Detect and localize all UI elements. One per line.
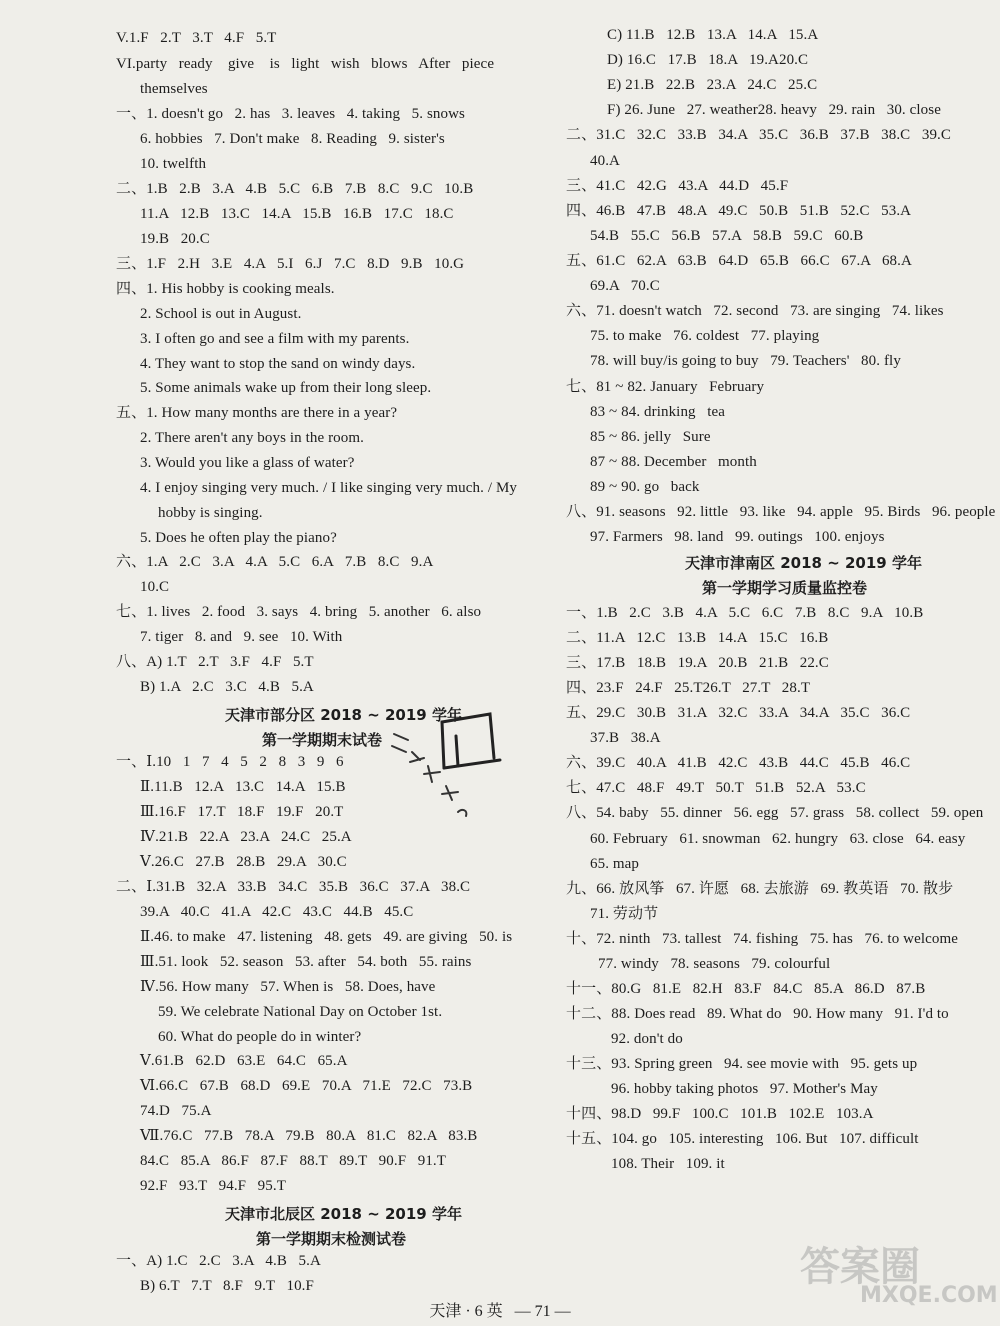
answer-line: 2. School is out in August. (140, 306, 302, 322)
answer-line: 六、39.C 40.A 41.B 42.C 43.B 44.C 45.B 46.C (566, 755, 911, 771)
answer-line: 78. will buy/is going to buy 79. Teachers' 80. fly (590, 353, 901, 369)
answer-line: 三、1.F 2.H 3.E 4.A 5.I 6.J 7.C 8.D 9.B 10.G (116, 256, 465, 272)
answer-line: 八、54. baby 55. dinner 56. egg 57. grass 58. collect 59. open (566, 805, 984, 821)
answer-line: 89 ~ 90. go back (590, 479, 700, 495)
section-title: 天津市北辰区 2018 ~ 2019 学年 (225, 1205, 462, 1223)
answer-line: 11.A 12.B 13.C 14.A 15.B 16.B 17.C 18.C (140, 206, 454, 222)
answer-line: 二、1.B 2.B 3.A 4.B 5.C 6.B 7.B 8.C 9.C 10.B (116, 181, 474, 197)
answer-line: Ⅵ.66.C 67.B 68.D 69.E 70.A 71.E 72.C 73.B (140, 1078, 473, 1094)
answer-line: E) 21.B 22.B 23.A 24.C 25.C (607, 77, 818, 93)
answer-line: 五、1. How many months are there in a year? (116, 405, 398, 421)
answer-line: 4. I enjoy singing very much. / I like singing very much. / My (140, 480, 517, 496)
answer-line: 十二、88. Does read 89. What do 90. How many 91. I'd to (566, 1006, 949, 1022)
answer-line: 60. What do people do in winter? (158, 1029, 362, 1045)
answer-line: 一、1. doesn't go 2. has 3. leaves 4. taking 5. snows (116, 106, 465, 122)
answer-line: 77. windy 78. seasons 79. colourful (598, 956, 831, 972)
answer-line: 83 ~ 84. drinking tea (590, 404, 725, 420)
answer-line: 四、46.B 47.B 48.A 49.C 50.B 51.B 52.C 53.A (566, 203, 912, 219)
answer-line: 六、71. doesn't watch 72. second 73. are singing 74. likes (566, 303, 944, 319)
answer-line: 37.B 38.A (590, 730, 661, 746)
answer-line: 二、Ⅰ.31.B 32.A 33.B 34.C 35.B 36.C 37.A 38.C (116, 879, 471, 895)
answer-line: 85 ~ 86. jelly Sure (590, 429, 711, 445)
answer-line: Ⅱ.46. to make 47. listening 48. gets 49. are giving 50. is (140, 929, 513, 945)
answer-line: Ⅳ.21.B 22.A 23.A 24.C 25.A (140, 829, 352, 845)
answer-line: 十五、104. go 105. interesting 106. But 107. difficult (566, 1131, 919, 1147)
answer-line: 92. don't do (611, 1031, 683, 1047)
answer-line: 87 ~ 88. December month (590, 454, 757, 470)
answer-line: 十四、98.D 99.F 100.C 101.B 102.E 103.A (566, 1106, 874, 1122)
answer-line: 一、Ⅰ.10 1 7 4 5 2 8 3 9 6 (116, 754, 344, 770)
answer-line: 5. Some animals wake up from their long sleep. (140, 380, 432, 396)
answer-line: hobby is singing. (158, 505, 263, 521)
answer-line: 二、11.A 12.C 13.B 14.A 15.C 16.B (566, 630, 829, 646)
answer-line: 92.F 93.T 94.F 95.T (140, 1178, 286, 1194)
answer-line: 96. hobby taking photos 97. Mother's May (611, 1081, 878, 1097)
answer-line: 74.D 75.A (140, 1103, 212, 1119)
section-title: 第一学期学习质量监控卷 (702, 579, 868, 597)
answer-line: 97. Farmers 98. land 99. outings 100. enjoys (590, 529, 885, 545)
answer-line: 四、1. His hobby is cooking meals. (116, 281, 335, 297)
answer-line: 54.B 55.C 56.B 57.A 58.B 59.C 60.B (590, 228, 864, 244)
answer-line: 84.C 85.A 86.F 87.F 88.T 89.T 90.F 91.T (140, 1153, 447, 1169)
answer-line: 3. I often go and see a film with my parents. (140, 331, 410, 347)
answer-line: 五、61.C 62.A 63.B 64.D 65.B 66.C 67.A 68.A (566, 253, 912, 269)
answer-line: 三、41.C 42.G 43.A 44.D 45.F (566, 178, 789, 194)
answer-line: 十、72. ninth 73. tallest 74. fishing 75. has 76. to welcome (566, 931, 958, 947)
answer-line: F) 26. June 27. weather28. heavy 29. rain 30. close (607, 102, 941, 118)
answer-line: D) 16.C 17.B 18.A 19.A20.C (607, 52, 809, 68)
answer-line: Ⅴ.26.C 27.B 28.B 29.A 30.C (140, 854, 347, 870)
answer-line: V.1.F 2.T 3.T 4.F 5.T (116, 30, 277, 46)
answer-line: Ⅳ.56. How many 57. When is 58. Does, have (140, 979, 436, 995)
answer-line: 65. map (590, 856, 640, 872)
answer-line: 71. 劳动节 (590, 906, 659, 922)
answer-line: 五、29.C 30.B 31.A 32.C 33.A 34.A 35.C 36.C (566, 705, 911, 721)
answer-line: 九、66. 放风筝 67. 许愿 68. 去旅游 69. 教英语 70. 散步 (566, 881, 954, 897)
section-title: 天津市津南区 2018 ~ 2019 学年 (685, 554, 922, 572)
answer-line: 一、1.B 2.C 3.B 4.A 5.C 6.C 7.B 8.C 9.A 10.B (566, 605, 924, 621)
answer-line: B) 1.A 2.C 3.C 4.B 5.A (140, 679, 314, 695)
answer-line: 10. twelfth (140, 156, 207, 172)
answer-line: 十一、80.G 81.E 82.H 83.F 84.C 85.A 86.D 87.B (566, 981, 926, 997)
answer-line: 7. tiger 8. and 9. see 10. With (140, 629, 343, 645)
answer-line: 2. There aren't any boys in the room. (140, 430, 364, 446)
answer-line: themselves (140, 81, 208, 97)
answer-line: 3. Would you like a glass of water? (140, 455, 355, 471)
answer-line: Ⅴ.61.B 62.D 63.E 64.C 65.A (140, 1053, 348, 1069)
watermark-url: MXQE.COM (860, 1283, 998, 1308)
section-title: 天津市部分区 2018 ~ 2019 学年 (225, 706, 462, 724)
answer-line: 七、1. lives 2. food 3. says 4. bring 5. another 6. also (116, 604, 482, 620)
answer-line: Ⅱ.11.B 12.A 13.C 14.A 15.B (140, 779, 346, 795)
answer-line: B) 6.T 7.T 8.F 9.T 10.F (140, 1278, 314, 1294)
answer-line: 一、A) 1.C 2.C 3.A 4.B 5.A (116, 1253, 321, 1269)
answer-line: 69.A 70.C (590, 278, 660, 294)
answer-line: 59. We celebrate National Day on October 1st. (158, 1004, 443, 1020)
answer-line: 六、1.A 2.C 3.A 4.A 5.C 6.A 7.B 8.C 9.A (116, 554, 434, 570)
answer-line: Ⅶ.76.C 77.B 78.A 79.B 80.A 81.C 82.A 83.B (140, 1128, 478, 1144)
answer-line: 39.A 40.C 41.A 42.C 43.C 44.B 45.C (140, 904, 414, 920)
answer-line: 七、81 ~ 82. January February (566, 379, 765, 395)
answer-line: 4. They want to stop the sand on windy days. (140, 356, 416, 372)
answer-line: 三、17.B 18.B 19.A 20.B 21.B 22.C (566, 655, 829, 671)
answer-line: 二、31.C 32.C 33.B 34.A 35.C 36.B 37.B 38.C 39.C (566, 127, 951, 143)
answer-line: VI.party ready give is light wish blows After piece (116, 56, 495, 72)
handwritten-stamp-mark (372, 700, 532, 830)
answer-line: 十三、93. Spring green 94. see movie with 95. gets up (566, 1056, 918, 1072)
answer-line: 75. to make 76. coldest 77. playing (590, 328, 820, 344)
answer-line: 6. hobbies 7. Don't make 8. Reading 9. sister's (140, 131, 445, 147)
answer-line: 七、47.C 48.F 49.T 50.T 51.B 52.A 53.C (566, 780, 866, 796)
answer-line: Ⅲ.51. look 52. season 53. after 54. both 55. rains (140, 954, 472, 970)
answer-line: 60. February 61. snowman 62. hungry 63. close 64. easy (590, 831, 966, 847)
section-title: 第一学期期末检测试卷 (256, 1230, 407, 1248)
answer-line: 八、91. seasons 92. little 93. like 94. apple 95. Birds 96. people (566, 504, 996, 520)
page-footer: 天津 · 6 英 — 71 — (429, 1303, 571, 1320)
section-title: 第一学期期末试卷 (262, 731, 383, 749)
answer-line: 40.A (590, 153, 620, 169)
answer-line: 5. Does he often play the piano? (140, 530, 337, 546)
answer-line: 四、23.F 24.F 25.T26.T 27.T 28.T (566, 680, 811, 696)
answer-line: 19.B 20.C (140, 231, 210, 247)
watermark-logo: 答案圈 (800, 1244, 920, 1290)
answer-line: 108. Their 109. it (611, 1156, 725, 1172)
answer-line: 10.C (140, 579, 170, 595)
answer-line: Ⅲ.16.F 17.T 18.F 19.F 20.T (140, 804, 344, 820)
answer-line: 八、A) 1.T 2.T 3.F 4.F 5.T (116, 654, 314, 670)
answer-line: C) 11.B 12.B 13.A 14.A 15.A (607, 27, 819, 43)
